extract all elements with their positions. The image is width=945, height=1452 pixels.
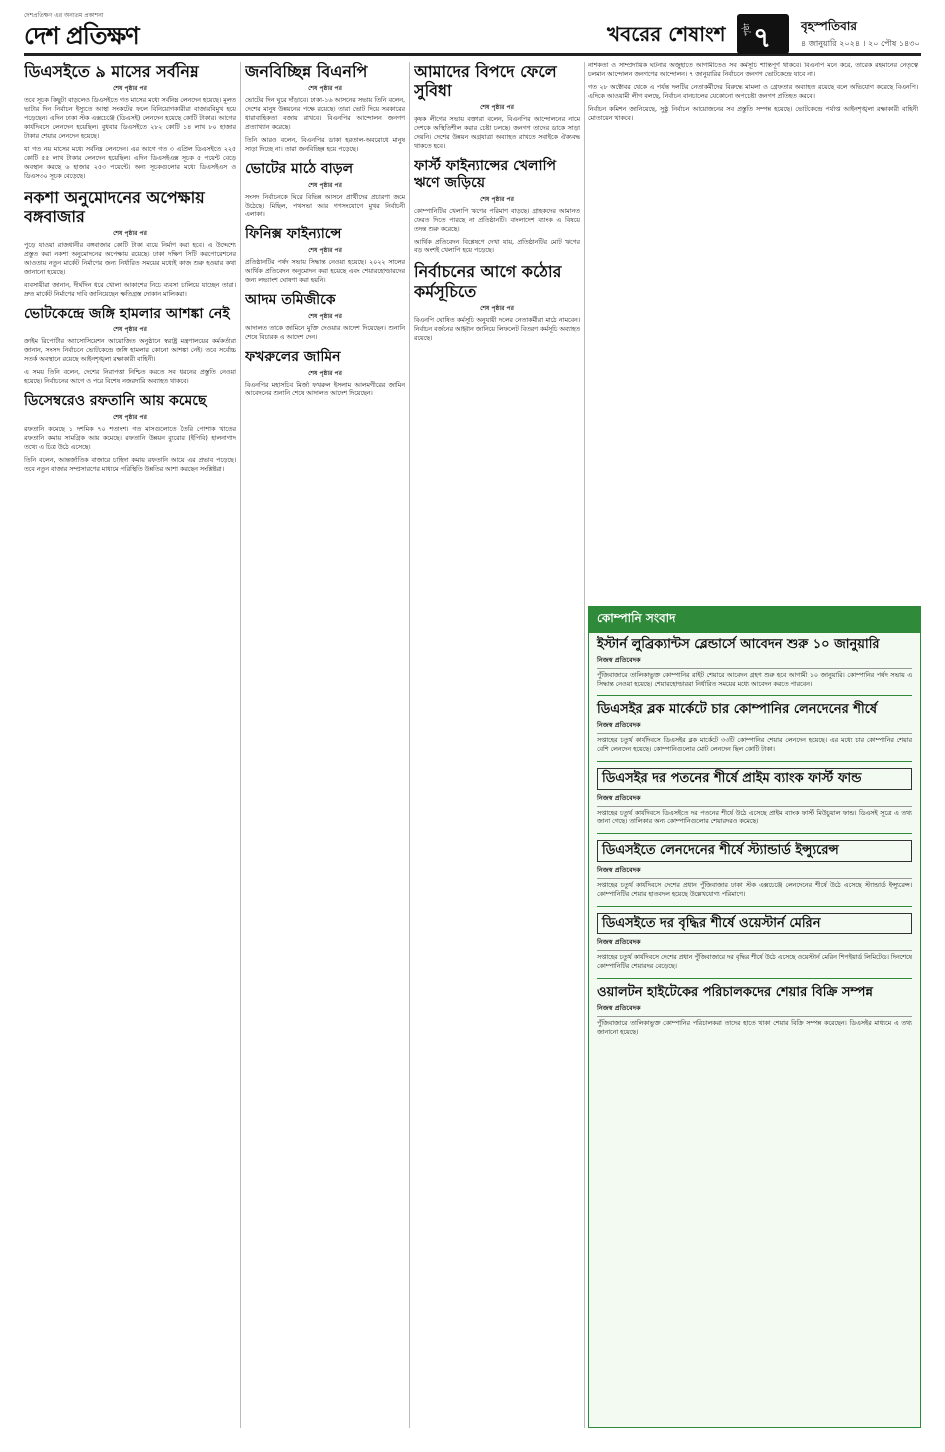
- article-paragraph: আর্থিক প্রতিবেদন বিশ্লেষণে দেখা যায়, প্রতিষ্ঠানটির মোট ঋণের বড় অংশই খেলাপি হয়ে পড়েছে।: [414, 238, 580, 255]
- divider: [597, 978, 912, 979]
- article: [588, 62, 918, 124]
- article-headline[interactable]: নকশা অনুমোদনের অপেক্ষায় বঙ্গবাজার: [24, 187, 205, 226]
- article: [245, 349, 405, 400]
- article-paragraph: বিএনপি ঘোষিত কর্মসূচি অনুযায়ী দলের নেতাকর্মীরা মাঠে নামবেন। নির্বাচন বর্জনের আহ্বান জানিয়ে লিফলেট বিতরণ কর্মসূচি অব্যাহত রয়েছে।: [414, 316, 580, 342]
- article-headline[interactable]: ডিএসইর দর পতনের শীর্ষে প্রাইম ব্যাংক ফার্স্ট ফান্ড: [597, 768, 912, 790]
- continued-label: শেষ পৃষ্ঠার পর: [308, 312, 342, 320]
- article: [245, 226, 405, 286]
- article-paragraph: আদালত তাকে জামিনে মুক্তি দেওয়ার আদেশ দিয়েছেন। শুনানি শেষে বিচারক এ আদেশ দেন।: [245, 324, 405, 341]
- article: [597, 985, 912, 1037]
- byline: নিজস্ব প্রতিবেদক: [597, 720, 912, 734]
- article-paragraph: ক্রাইম রিপোর্টার অ্যাসোসিয়েশন আয়োজিত অনুষ্ঠানে স্বরাষ্ট্র মন্ত্রণালয়ের কর্মকর্তারা জানান, সংসদ নির্বাচনে ভোটকেন্দ্রে জঙ্গি হামলার কোনো আশঙ্কা নেই। তবে সর্বোচ্চ সতর্ক অবস্থানে রয়েছে আইনশৃঙ্খলা রক্ষাকারী বাহিনী।: [24, 338, 236, 364]
- article: [24, 188, 236, 300]
- masthead: [24, 8, 921, 56]
- article-paragraph: প্রতিষ্ঠানটির পর্ষদ সভায় সিদ্ধান্ত নেওয়া হয়েছে। ২০২২ সালের আর্থিক প্রতিবেদন অনুমোদন করা হয়েছে এবং শেয়ারহোল্ডারদের জন্য লভ্যাংশ ঘোষণা করা হয়নি।: [245, 259, 405, 285]
- newspaper-logo[interactable]: দেশ প্রতিক্ষণ: [24, 21, 139, 50]
- article-paragraph: তিনি বলেন, আন্তর্জাতিক বাজারে চাহিদা কমায় রফতানি আয়ে এর প্রভাব পড়েছে। তবে নতুন বাজার সম্প্রসারণের মাধ্যমে পরিস্থিতি উন্নতির আশা করছেন সংশ্লিষ্টরা।: [24, 456, 236, 473]
- article-headline[interactable]: ডিসেম্বরেও রফতানি আয় কমেছে: [24, 393, 207, 410]
- byline: নিজস্ব প্রতিবেদক: [597, 937, 912, 951]
- page-number-box: [737, 14, 789, 54]
- article-paragraph: যা গত নয় মাসের মধ্যে সর্বনিম্ন লেনদেন। এর আগে গত ৩ এপ্রিল ডিএসইতে ২২৫ কোটি ৫৫ লাখ টাকার লেনদেন হয়েছিল। এদিন ডিএসইএক্স সূচক ৫ পয়েন্ট বেড়ে অবস্থান করছে ৬ হাজার ২৫৩ পয়েন্টে। অন্য সূচকগুলোর মধ্যে ডিএসইএস ও ডিএস৩০ সূচক বেড়েছে।: [24, 145, 236, 180]
- continued-label: শেষ পৃষ্ঠার পর: [480, 195, 514, 203]
- article-paragraph: সপ্তাহের চতুর্থ কার্যদিবসে দেশের প্রধান পুঁজিবাজারে দর বৃদ্ধির শীর্ষে উঠে এসেছে ওয়েস্টার্ন মেরিন শিপইয়ার্ড লিমিটেড। দিনশেষে কোম্পানিটির শেয়ারদর বেড়েছে।: [597, 954, 912, 971]
- article: [414, 62, 580, 152]
- article: [24, 62, 236, 182]
- article-headline[interactable]: ডিএসইতে দর বৃদ্ধির শীর্ষে ওয়েস্টার্ন মেরিন: [597, 913, 912, 935]
- page-number: ৭: [753, 21, 772, 54]
- divider: [597, 695, 912, 696]
- article: [597, 637, 912, 689]
- divider: [597, 906, 912, 907]
- article-paragraph: বিএনপির মহাসচিব মির্জা ফখরুল ইসলাম আলমগীরের জামিন আবেদনের শুনানি শেষে আদালত আদেশ দিয়েছেন।: [245, 381, 405, 398]
- article-paragraph: নাশকতা ও সাম্প্রদায়িক ঘটনার অজুহাতে আগামীতেও সব কর্মসূচি শান্তিপূর্ণ থাকবে। বিএনপি মনে করে, তারেক রহমানের নেতৃত্বে চলমান আন্দোলন জনগণের আন্দোলন। ৭ জানুয়ারির নির্বাচনে জনগণ ভোটকেন্দ্রে যাবে না।: [588, 62, 918, 78]
- article-paragraph: সংসদ নির্বাচনকে ঘিরে বিভিন্ন আসনে প্রার্থীদের প্রচারণা জমে উঠেছে। মিছিল, পথসভা আর গণসংযোগে মুখর নির্বাচনী এলাকা।: [245, 193, 405, 219]
- article-paragraph: তবে সূচক কিছুটা বাড়লেও ডিএসইতে গত মাসের মধ্যে সর্বনিম্ন লেনদেন হয়েছে। মূলত ভাটার দিন নির্বাচন ইস্যুতে আস্থা সংকটের ফলে বিনিয়োগকারীরা বাজারবিমুখ হয়ে পড়েছেন। এদিন ঢাকা স্টক এক্সচেঞ্জে (ডিএসই) লেনদেন হয়েছে কোটি টাকার। আগের কার্যদিবসে লেনদেন হয়েছিল। বুধবার ডিএসইতে ২৮২ কোটি ১৪ লাখ ৮০ হাজার টাকার শেয়ার লেনদেন হয়েছে।: [24, 97, 236, 140]
- continued-label: শেষ পৃষ্ঠার পর: [480, 104, 514, 112]
- article-paragraph: পুড়ে যাওয়া রাজধানীর বঙ্গবাজার কোটি টাকা ব্যয়ে নির্মাণ করা হবে। এ উদ্দেশ্যে প্রস্তুত করা নকশা অনুমোদনের অপেক্ষায় রয়েছে। ঢাকা দক্ষিণ সিটি করপোরেশনের আওতায় নতুন মার্কেট নির্মাণের জন্য নির্ধারিত সময়ের মধ্যেই কাজ শুরু হওয়ার কথা জানানো হয়েছে।: [24, 242, 236, 276]
- continued-label: শেষ পৃষ্ঠার পর: [308, 181, 342, 189]
- article-paragraph: সপ্তাহের চতুর্থ কার্যদিবসে ডিএসইর ব্লক মার্কেটে ৩৩টি কোম্পানির শেয়ার লেনদেন হয়েছে। এর মধ্যে চার কোম্পানির শেয়ার বেশি লেনদেন হয়েছে। কোম্পানিগুলোর মোট লেনদেন ছিল কোটি টাকা।: [597, 737, 912, 753]
- article-headline[interactable]: ডিএসইতে লেনদেনের শীর্ষে স্ট্যান্ডার্ড ইন্স্যুরেন্স: [597, 840, 912, 862]
- masthead-tagline: দেশপ্রতিক্ষণ এর অন্যতম প্রকাশনা: [24, 12, 104, 19]
- article-paragraph: কোম্পানিটির খেলাপি ঋণের পরিমাণ বাড়ছে। গ্রাহকদের আমানত ফেরত দিতে পারছে না প্রতিষ্ঠানটি। বাংলাদেশ ব্যাংক এ বিষয়ে তদন্ত শুরু করেছে।: [414, 207, 580, 233]
- article-headline[interactable]: ডিএসইতে ৯ মাসের সর্বনিম্ন: [24, 62, 199, 81]
- article-headline[interactable]: ফখরুলের জামিন: [245, 348, 341, 365]
- column-divider: [409, 62, 410, 1428]
- divider: [597, 761, 912, 762]
- article-paragraph: সপ্তাহের চতুর্থ কার্যদিবসে ডিএসইতে দর পতনের শীর্ষে উঠে এসেছে প্রাইম ব্যাংক ফার্স্ট মিউচুয়াল ফান্ড। ডিএসই সূত্রে এ তথ্য জানা গেছে। তালিকার অন্য কোম্পানিগুলোর শেয়ারদরও কমেছে।: [597, 809, 912, 826]
- byline: নিজস্ব প্রতিবেদক: [597, 865, 912, 879]
- article: [24, 306, 236, 387]
- article-headline[interactable]: ভোটকেন্দ্রে জঙ্গি হামলার আশঙ্কা নেই: [24, 305, 230, 322]
- column-3: [414, 62, 580, 1428]
- article-headline[interactable]: জনবিচ্ছিন্ন বিএনপি: [245, 62, 368, 81]
- article-paragraph: ভোটের দিন ঘুরে দাঁড়াবে। ঢাকা-১৬ আসনের সভায় তিনি বলেন, দেশের মানুষ উন্নয়নের পক্ষে রয়েছে। তারা ভোট দিয়ে সরকারের ধারাবাহিকতা বজায় রাখবে। বিএনপির আন্দোলন জনগণ প্রত্যাখ্যান করেছে।: [245, 97, 405, 131]
- article: [597, 840, 912, 899]
- byline: নিজস্ব প্রতিবেদক: [597, 793, 912, 807]
- article-paragraph: পুঁজিবাজারে তালিকাভুক্ত কোম্পানির পরিচালকরা তাদের হাতে থাকা শেয়ার বিক্রি সম্পন্ন করেছেন। ডিএসইর মাধ্যমে এ তথ্য জানানো হয়েছে।: [597, 1019, 912, 1036]
- weekday: বৃহস্পতিবার: [801, 19, 857, 33]
- article-headline[interactable]: আদম তমিজীকে: [245, 292, 336, 309]
- article-headline[interactable]: আমাদের বিপদে ফেলে সুবিধা: [414, 62, 557, 101]
- article: [245, 161, 405, 221]
- continued-label: শেষ পৃষ্ঠার পর: [113, 230, 147, 237]
- company-news-box: [588, 606, 921, 1428]
- byline: নিজস্ব প্রতিবেদক: [597, 1003, 912, 1017]
- column-1: [24, 62, 236, 1428]
- article-headline[interactable]: ভোটের মাঠে বাড়ল: [245, 160, 354, 177]
- article-paragraph: গত ২৮ অক্টোবর থেকে এ পর্যন্ত দলটির নেতাকর্মীদের বিরুদ্ধে মামলা ও গ্রেফতার অব্যাহত রয়েছে বলে অভিযোগ করেছে বিএনপি। এদিকে আওয়ামী লীগ বলছে, নির্বাচন বানচালের যেকোনো অপচেষ্টা জনগণ প্রতিহত করবে।: [588, 83, 918, 100]
- article-paragraph: এ সময় তিনি বলেন, দেশের নিরাপত্তা নিশ্চিত করতে সব ধরনের প্রস্তুতি নেওয়া হয়েছে। নির্বাচনের আগে ও পরে বিশেষ নজরদারি অব্যাহত থাকবে।: [24, 369, 236, 386]
- continued-label: শেষ পৃষ্ঠার পর: [308, 247, 342, 255]
- article-paragraph: নির্বাচন কমিশন জানিয়েছে, সুষ্ঠু নির্বাচন আয়োজনের সব প্রস্তুতি সম্পন্ন হয়েছে। ভোটকেন্দ্রে পর্যাপ্ত আইনশৃঙ্খলা রক্ষাকারী বাহিনী মোতায়েন থাকবে।: [588, 105, 918, 122]
- publication-date: ৪ জানুয়ারি ২০২৪ । ২০ পৌষ ১৪৩০: [801, 39, 920, 48]
- article-paragraph: সপ্তাহের চতুর্থ কার্যদিবসে দেশের প্রধান পুঁজিবাজার ঢাকা স্টক এক্সচেঞ্জে লেনদেনের শীর্ষে উঠে এসেছে স্ট্যান্ডার্ড ইন্স্যুরেন্স। কোম্পানিটির শেয়ার হাতবদল হয়েছে উল্লেখযোগ্য পরিমাণে।: [597, 882, 912, 898]
- continued-label: শেষ পৃষ্ঠার পর: [113, 326, 147, 334]
- article: [24, 393, 236, 474]
- article-paragraph: তিনি আরও বলেন, বিএনপির ডাকা হরতাল-অবরোধে মানুষ সাড়া দিচ্ছে না। তারা জনবিচ্ছিন্ন হয়ে পড়েছে।: [245, 136, 405, 153]
- article-headline[interactable]: ফিনিক্স ফাইন্যান্সে: [245, 226, 342, 243]
- divider: [597, 833, 912, 834]
- continued-label: শেষ পৃষ্ঠার পর: [308, 369, 342, 377]
- article-headline[interactable]: ওয়ালটন হাইটেকের পরিচালকদের শেয়ার বিক্রি সম্পন্ন: [597, 985, 873, 1001]
- column-2: [245, 62, 405, 1428]
- article: [414, 262, 580, 343]
- continued-label: শেষ পৃষ্ঠার পর: [480, 304, 514, 312]
- section-title: খবরের শেষাংশ: [607, 22, 726, 46]
- article: [245, 292, 405, 343]
- article: [597, 768, 912, 827]
- article-paragraph: কৃষক লীগের সভায় বক্তারা বলেন, বিএনপির আন্দোলনের নামে দেশকে অস্থিতিশীল করার চেষ্টা চলছে। জনগণ তাদের ডাকে সাড়া দেয়নি। দেশের উন্নয়ন অগ্রযাত্রা অব্যাহত রাখতে সবাইকে ঐক্যবদ্ধ থাকতে হবে।: [414, 116, 580, 151]
- continued-label: শেষ পৃষ্ঠার পর: [113, 85, 147, 93]
- article: [414, 158, 580, 256]
- article: [597, 702, 912, 754]
- article-paragraph: রফতানি কমেছে ১ দশমিক ৭০ শতাংশ। গত মাসগুলোতে তৈরি পোশাক খাতের রফতানি কমায় সামগ্রিক আয় কমেছে। রফতানি উন্নয়ন ব্যুরোর (ইপিবি) হালনাগাদ তথ্যে এ চিত্র উঠে এসেছে।: [24, 425, 236, 451]
- article-headline[interactable]: ইস্টার্ন লুব্রিক্যান্টস ব্লেন্ডার্সে আবেদন শুরু ১০ জানুয়ারি: [597, 637, 880, 652]
- column-divider: [240, 62, 241, 1428]
- article: [597, 913, 912, 972]
- continued-label: শেষ পৃষ্ঠার পর: [308, 85, 342, 93]
- article: [245, 62, 405, 155]
- column-divider: [584, 62, 585, 1428]
- article-headline[interactable]: ফার্স্ট ফাইন্যান্সের খেলাপি ঋণে জড়িয়ে: [414, 158, 557, 191]
- byline: নিজস্ব প্রতিবেদক: [597, 655, 912, 669]
- continued-label: শেষ পৃষ্ঠার পর: [113, 413, 147, 421]
- company-news-header: কোম্পানি সংবাদ: [589, 607, 920, 633]
- article-paragraph: পুঁজিবাজারে তালিকাভুক্ত কোম্পানির রাইট শেয়ারে আবেদন গ্রহণ শুরু হবে আগামী ১০ জানুয়ারি। কোম্পানির পর্ষদ সভায় এ সিদ্ধান্ত নেওয়া হয়েছে। শেয়ারহোল্ডাররা নির্ধারিত সময়ের মধ্যে আবেদন করতে পারবেন।: [597, 671, 912, 688]
- article-headline[interactable]: নির্বাচনের আগে কঠোর কর্মসূচিতে: [414, 262, 562, 301]
- page-label: পৃষ্ঠা: [742, 23, 751, 36]
- article-paragraph: ব্যবসায়ীরা জানান, দীর্ঘদিন ধরে খোলা আকাশের নিচে ব্যবসা চালিয়ে যাচ্ছেন তারা। দ্রুত মার্কেট নির্মাণের দাবি জানিয়েছেন ক্ষতিগ্রস্ত দোকান মালিকরা।: [24, 281, 236, 298]
- article-headline[interactable]: ডিএসইর ব্লক মার্কেটে চার কোম্পানির লেনদেনের শীর্ষে: [597, 702, 878, 718]
- column-4: [588, 62, 918, 602]
